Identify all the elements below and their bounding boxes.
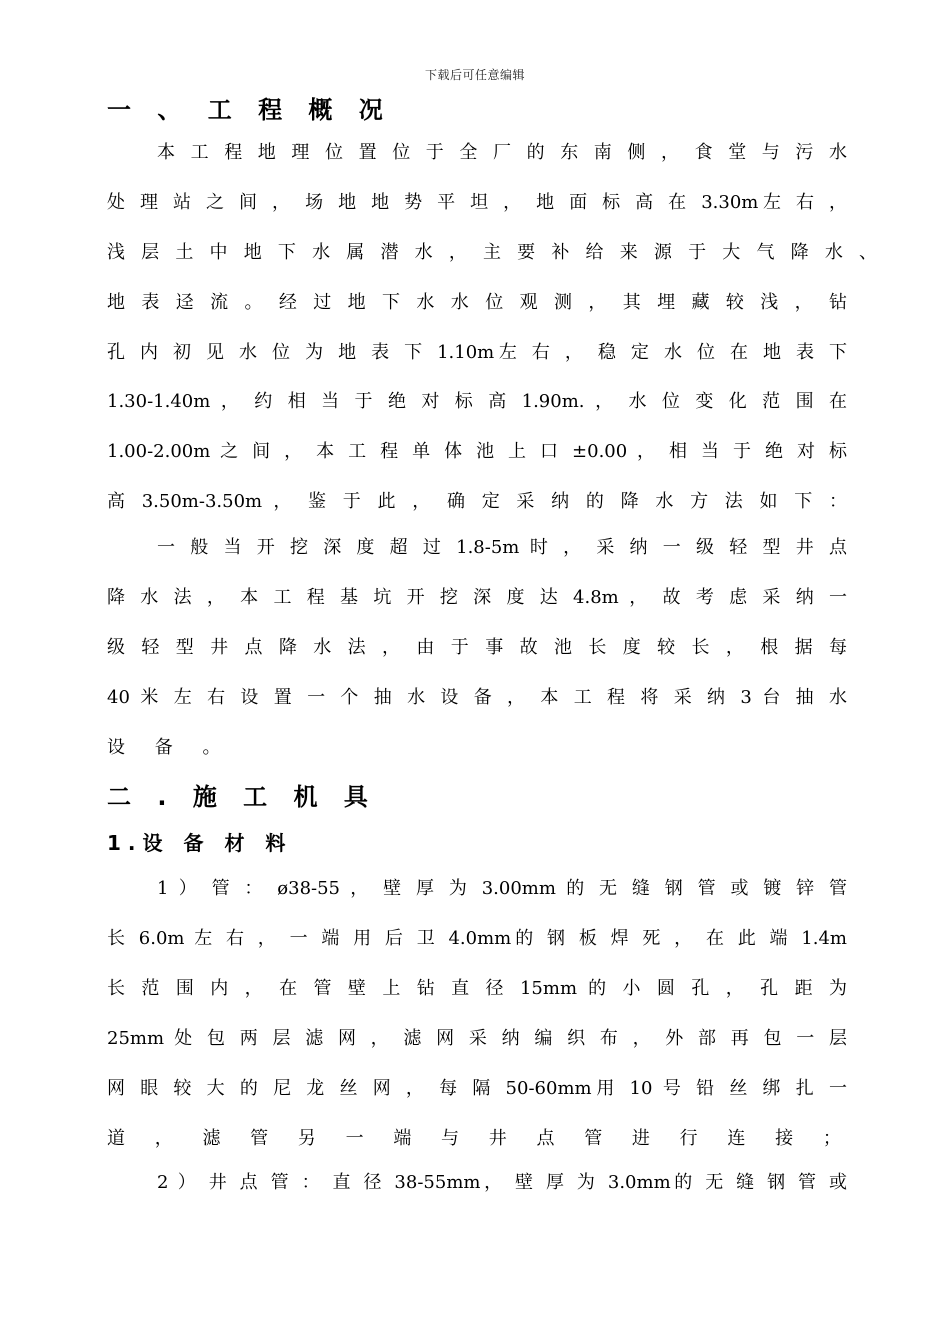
- section-2-subheading: 1.设 备 材 料: [107, 831, 293, 855]
- paragraph-line: 长 范 围 内 ， 在 管 壁 上 钻 直 径 15mm 的 小 圆 孔 ， 孔 距 为: [107, 978, 847, 999]
- paragraph-line: 一 般 当 开 挖 深 度 超 过 1.8-5m 时 ， 采 纳 一 级 轻 型 井 点: [157, 537, 847, 558]
- paragraph-line: 长 6.0m 左 右 ， 一 端 用 后 卫 4.0mm的 钢 板 焊 死 ， 在 此 端 1.4m: [107, 928, 847, 949]
- paragraph-line: 网 眼 较 大 的 尼 龙 丝 网 ， 每 隔 50-60mm用 10 号 铅 丝 绑 扎 一: [107, 1078, 847, 1099]
- paragraph-line: 降 水 法 ， 本 工 程 基 坑 开 挖 深 度 达 4.8m ， 故 考 虑 采 纳 一: [107, 587, 847, 608]
- paragraph-line: 孔 内 初 见 水 位 为 地 表 下 1.10m左 右 ， 稳 定 水 位 在 地 表 下: [107, 342, 847, 363]
- paragraph-line: 浅 层 土 中 地 下 水 属 潜 水 ， 主 要 补 给 来 源 于 大 气 降 水 、: [107, 242, 877, 263]
- paragraph-line: 级 轻 型 井 点 降 水 法 ， 由 于 事 故 池 长 度 较 长 ， 根 据 每: [107, 637, 847, 658]
- paragraph-line: 1 ） 管 ： ø38-55 ， 壁 厚 为 3.00mm 的 无 缝 钢 管 或 镀 锌 管: [157, 878, 847, 899]
- paragraph-line: 40 米 左 右 设 置 一 个 抽 水 设 备 ， 本 工 程 将 采 纳 3 台 抽 水: [107, 687, 847, 708]
- section-1-heading: 一 、 工 程 概 况: [107, 96, 392, 124]
- paragraph-line: 1.00-2.00m 之 间 ， 本 工 程 单 体 池 上 口 ±0.00 ， 相 当 于 绝 对 标: [107, 441, 847, 462]
- paragraph-line: 地 表 迳 流 。 经 过 地 下 水 水 位 观 测 ， 其 埋 藏 较 浅 ， 钻: [107, 292, 847, 313]
- paragraph-line: 处 理 站 之 间 ， 场 地 地 势 平 坦 ， 地 面 标 高 在 3.30m左 右 ，: [107, 192, 847, 213]
- paragraph-line: 本 工 程 地 理 位 置 位 于 全 厂 的 东 南 侧 ， 食 堂 与 污 水: [157, 142, 847, 163]
- paragraph-line: 道 ， 滤 管 另 一 端 与 井 点 管 进 行 连 接 ；: [107, 1128, 853, 1149]
- paragraph-line: 2 ） 井 点 管 ： 直 径 38-55mm， 壁 厚 为 3.0mm的 无 缝 钢 管 或: [157, 1172, 847, 1193]
- section-2-heading: 二 . 施 工 机 具: [107, 783, 377, 811]
- paragraph-line: 25mm 处 包 两 层 滤 网 ， 滤 网 采 纳 编 织 布 ， 外 部 再 包 一 层: [107, 1028, 847, 1049]
- paragraph-line: 1.30-1.40m ， 约 相 当 于 绝 对 标 高 1.90m. ， 水 位 变 化 范 围 在: [107, 391, 847, 412]
- paragraph-line: 设 备 。: [107, 737, 233, 758]
- header-note: 下载后可任意编辑: [424, 68, 525, 82]
- paragraph-line: 高 3.50m-3.50m ， 鉴 于 此 ， 确 定 采 纳 的 降 水 方 法 如 下 ：: [107, 491, 847, 512]
